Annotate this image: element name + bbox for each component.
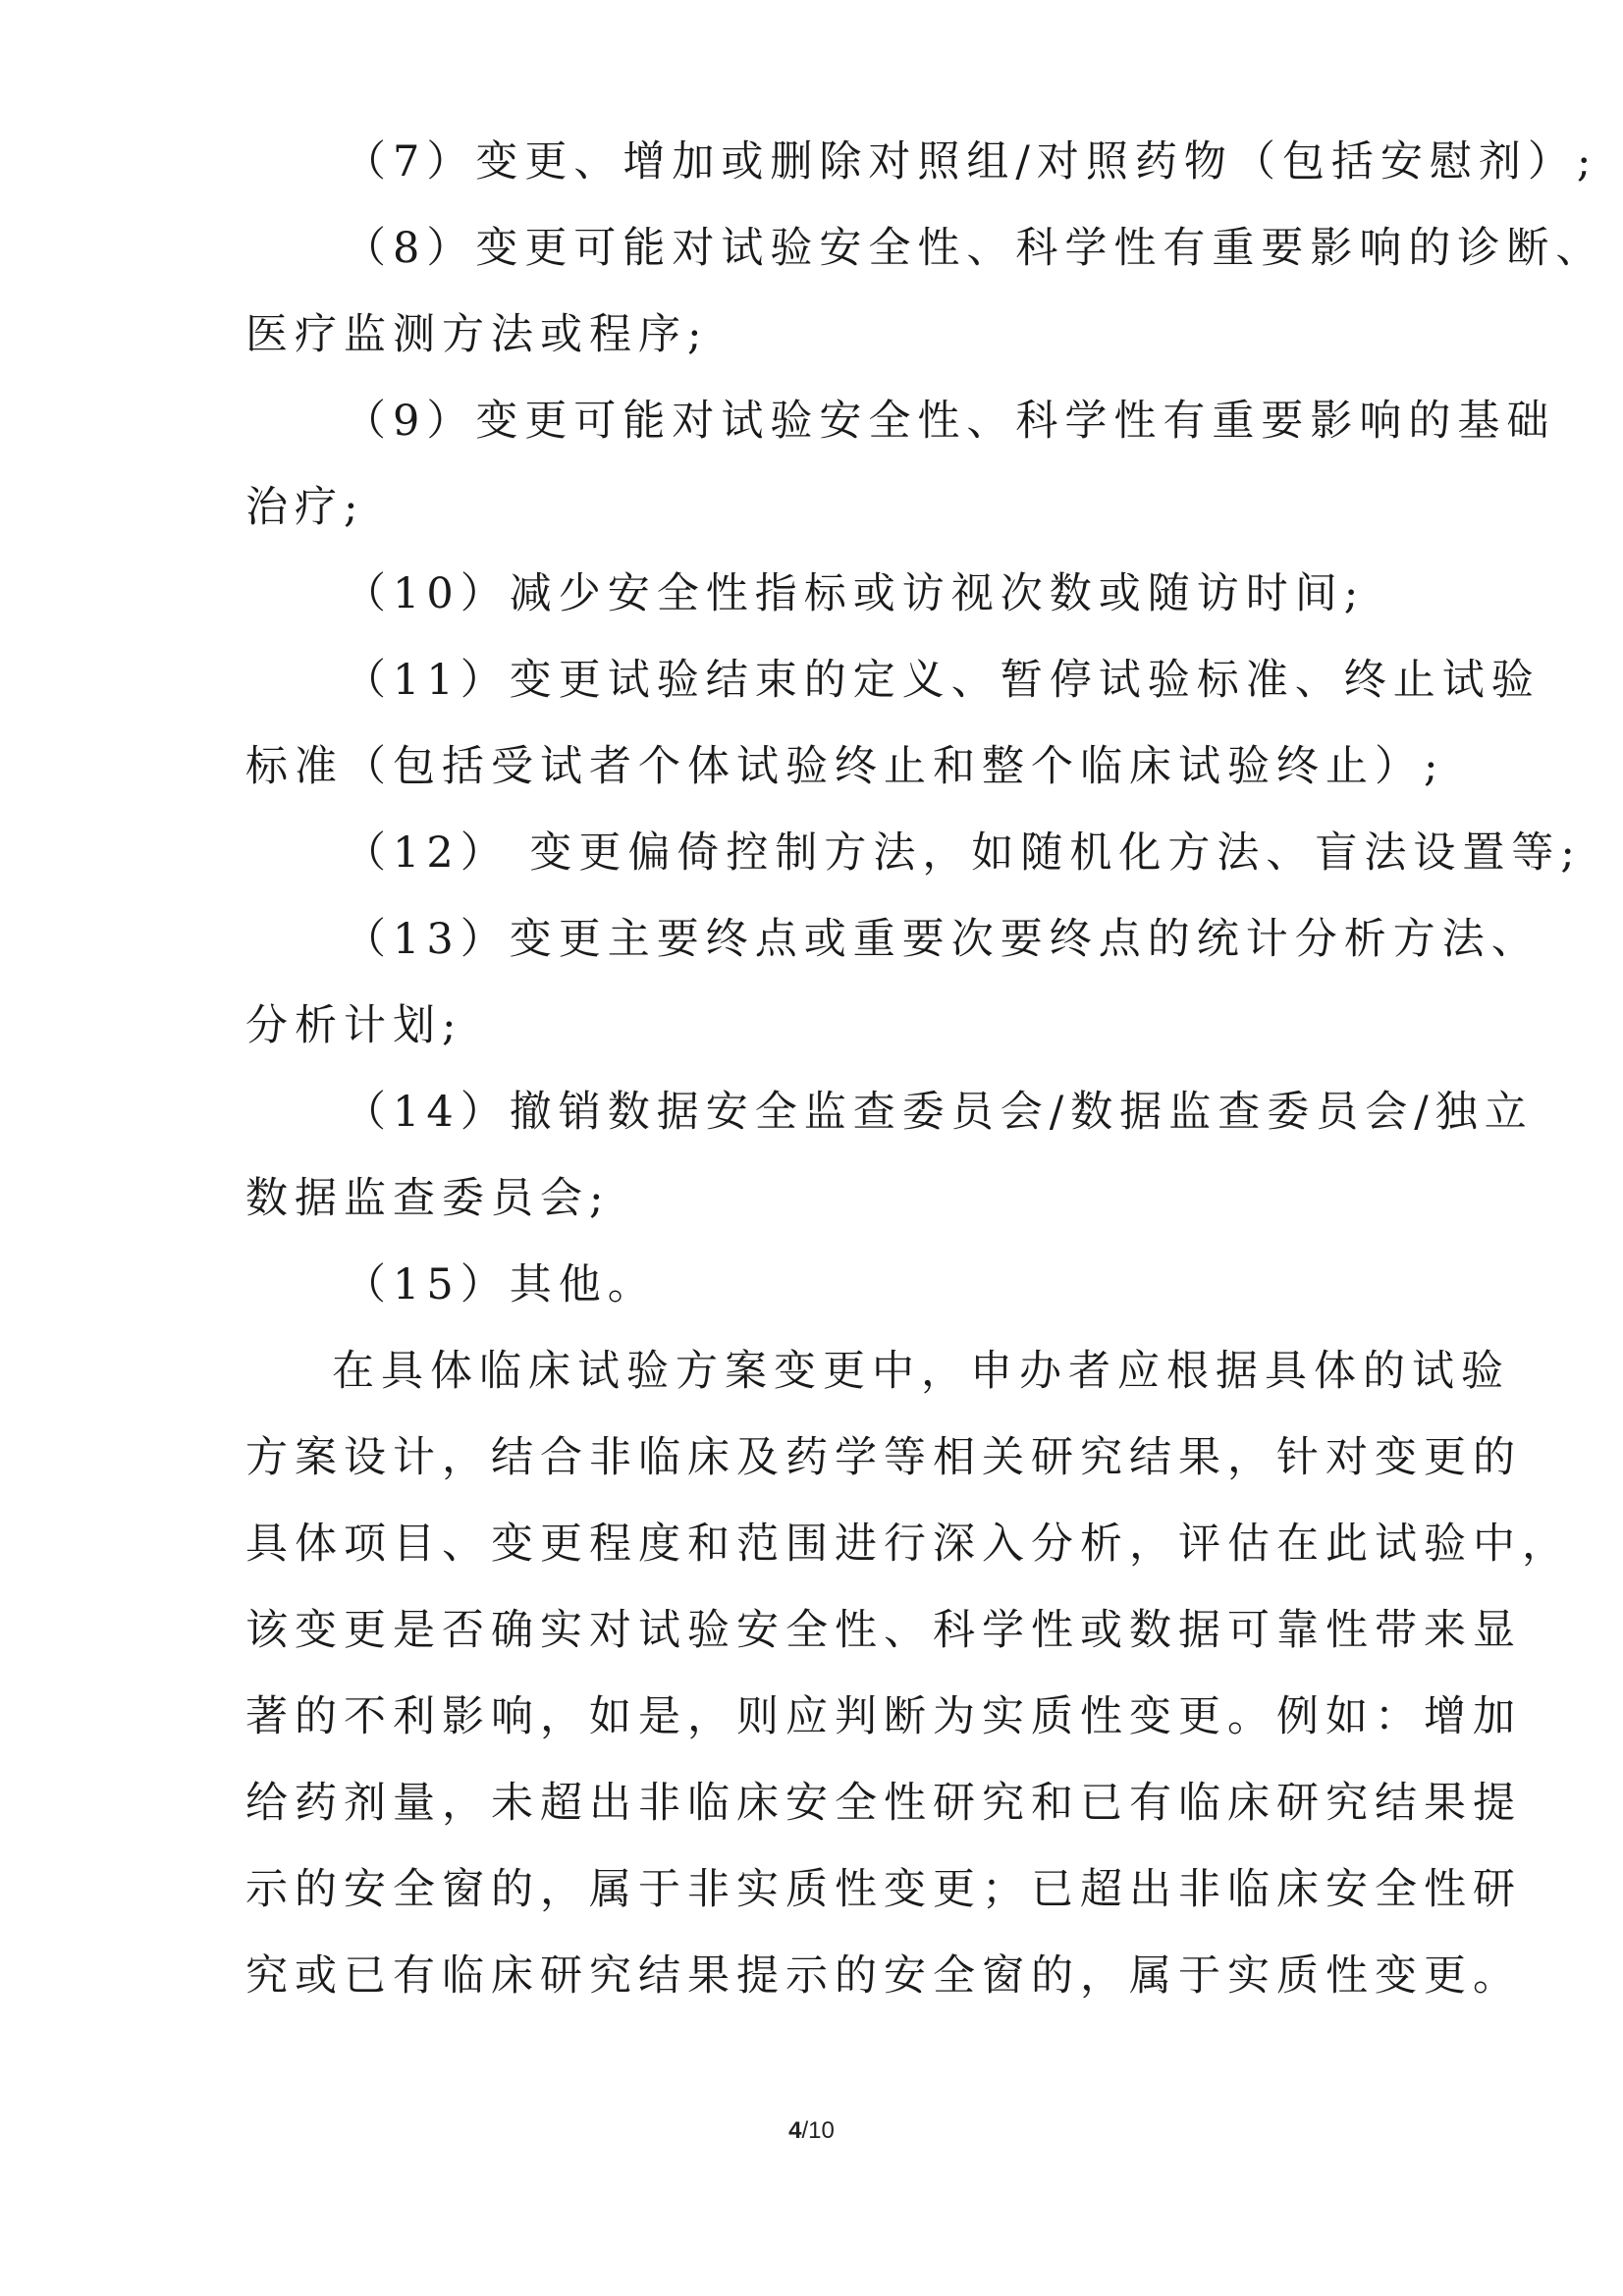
paragraph-line: 该变更是否确实对试验安全性、科学性或数据可靠性带来显 [245,1606,1522,1655]
list-item-9-line-1: （9）变更可能对试验安全性、科学性有重要影响的基础 [344,397,1556,446]
list-item-11-line-1: （11）变更试验结束的定义、暂停试验标准、终止试验 [344,656,1541,705]
list-item-13-line-2: 分析计划; [245,1001,463,1050]
paragraph-line: 究或已有临床研究结果提示的安全窗的，属于实质性变更。 [245,1951,1522,2001]
current-page-number: 4 [788,2117,802,2144]
paragraph-line: 给药剂量，未超出非临床安全性研究和已有临床研究结果提 [245,1779,1522,1828]
paragraph-line: 示的安全窗的，属于非实质性变更；已超出非临床安全性研 [245,1865,1522,1914]
list-item-12: （12） 变更偏倚控制方法，如随机化方法、盲法设置等; [344,828,1582,878]
list-item-8-line-2: 医疗监测方法或程序; [245,310,709,359]
paragraph-line: 方案设计，结合非临床及药学等相关研究结果，针对变更的 [245,1433,1522,1482]
list-item-9-line-2: 治疗; [245,483,365,532]
list-item-8-line-1: （8）变更可能对试验安全性、科学性有重要影响的诊断、 [344,224,1605,273]
list-item-13-line-1: （13）变更主要终点或重要次要终点的统计分析方法、 [344,915,1541,964]
total-pages: /10 [801,2117,835,2144]
list-item-7: （7）变更、增加或删除对照组/对照药物（包括安慰剂）; [344,137,1598,187]
paragraph-line: 在具体临床试验方案变更中，申办者应根据具体的试验 [332,1347,1510,1396]
list-item-15: （15）其他。 [344,1260,657,1309]
list-item-10: （10）减少安全性指标或访视次数或随访时间; [344,569,1366,618]
list-item-14-line-1: （14）撤销数据安全监查委员会/数据监查委员会/独立 [344,1088,1534,1137]
paragraph-line: 具体项目、变更程度和范围进行深入分析，评估在此试验中， [245,1520,1571,1569]
paragraph-line: 著的不利影响，如是，则应判断为实质性变更。例如：增加 [245,1692,1522,1741]
list-item-11-line-2: 标准（包括受试者个体试验终止和整个临床试验终止）; [245,742,1445,791]
page-number [0,2117,1623,2145]
list-item-14-line-2: 数据监查委员会; [245,1174,611,1223]
